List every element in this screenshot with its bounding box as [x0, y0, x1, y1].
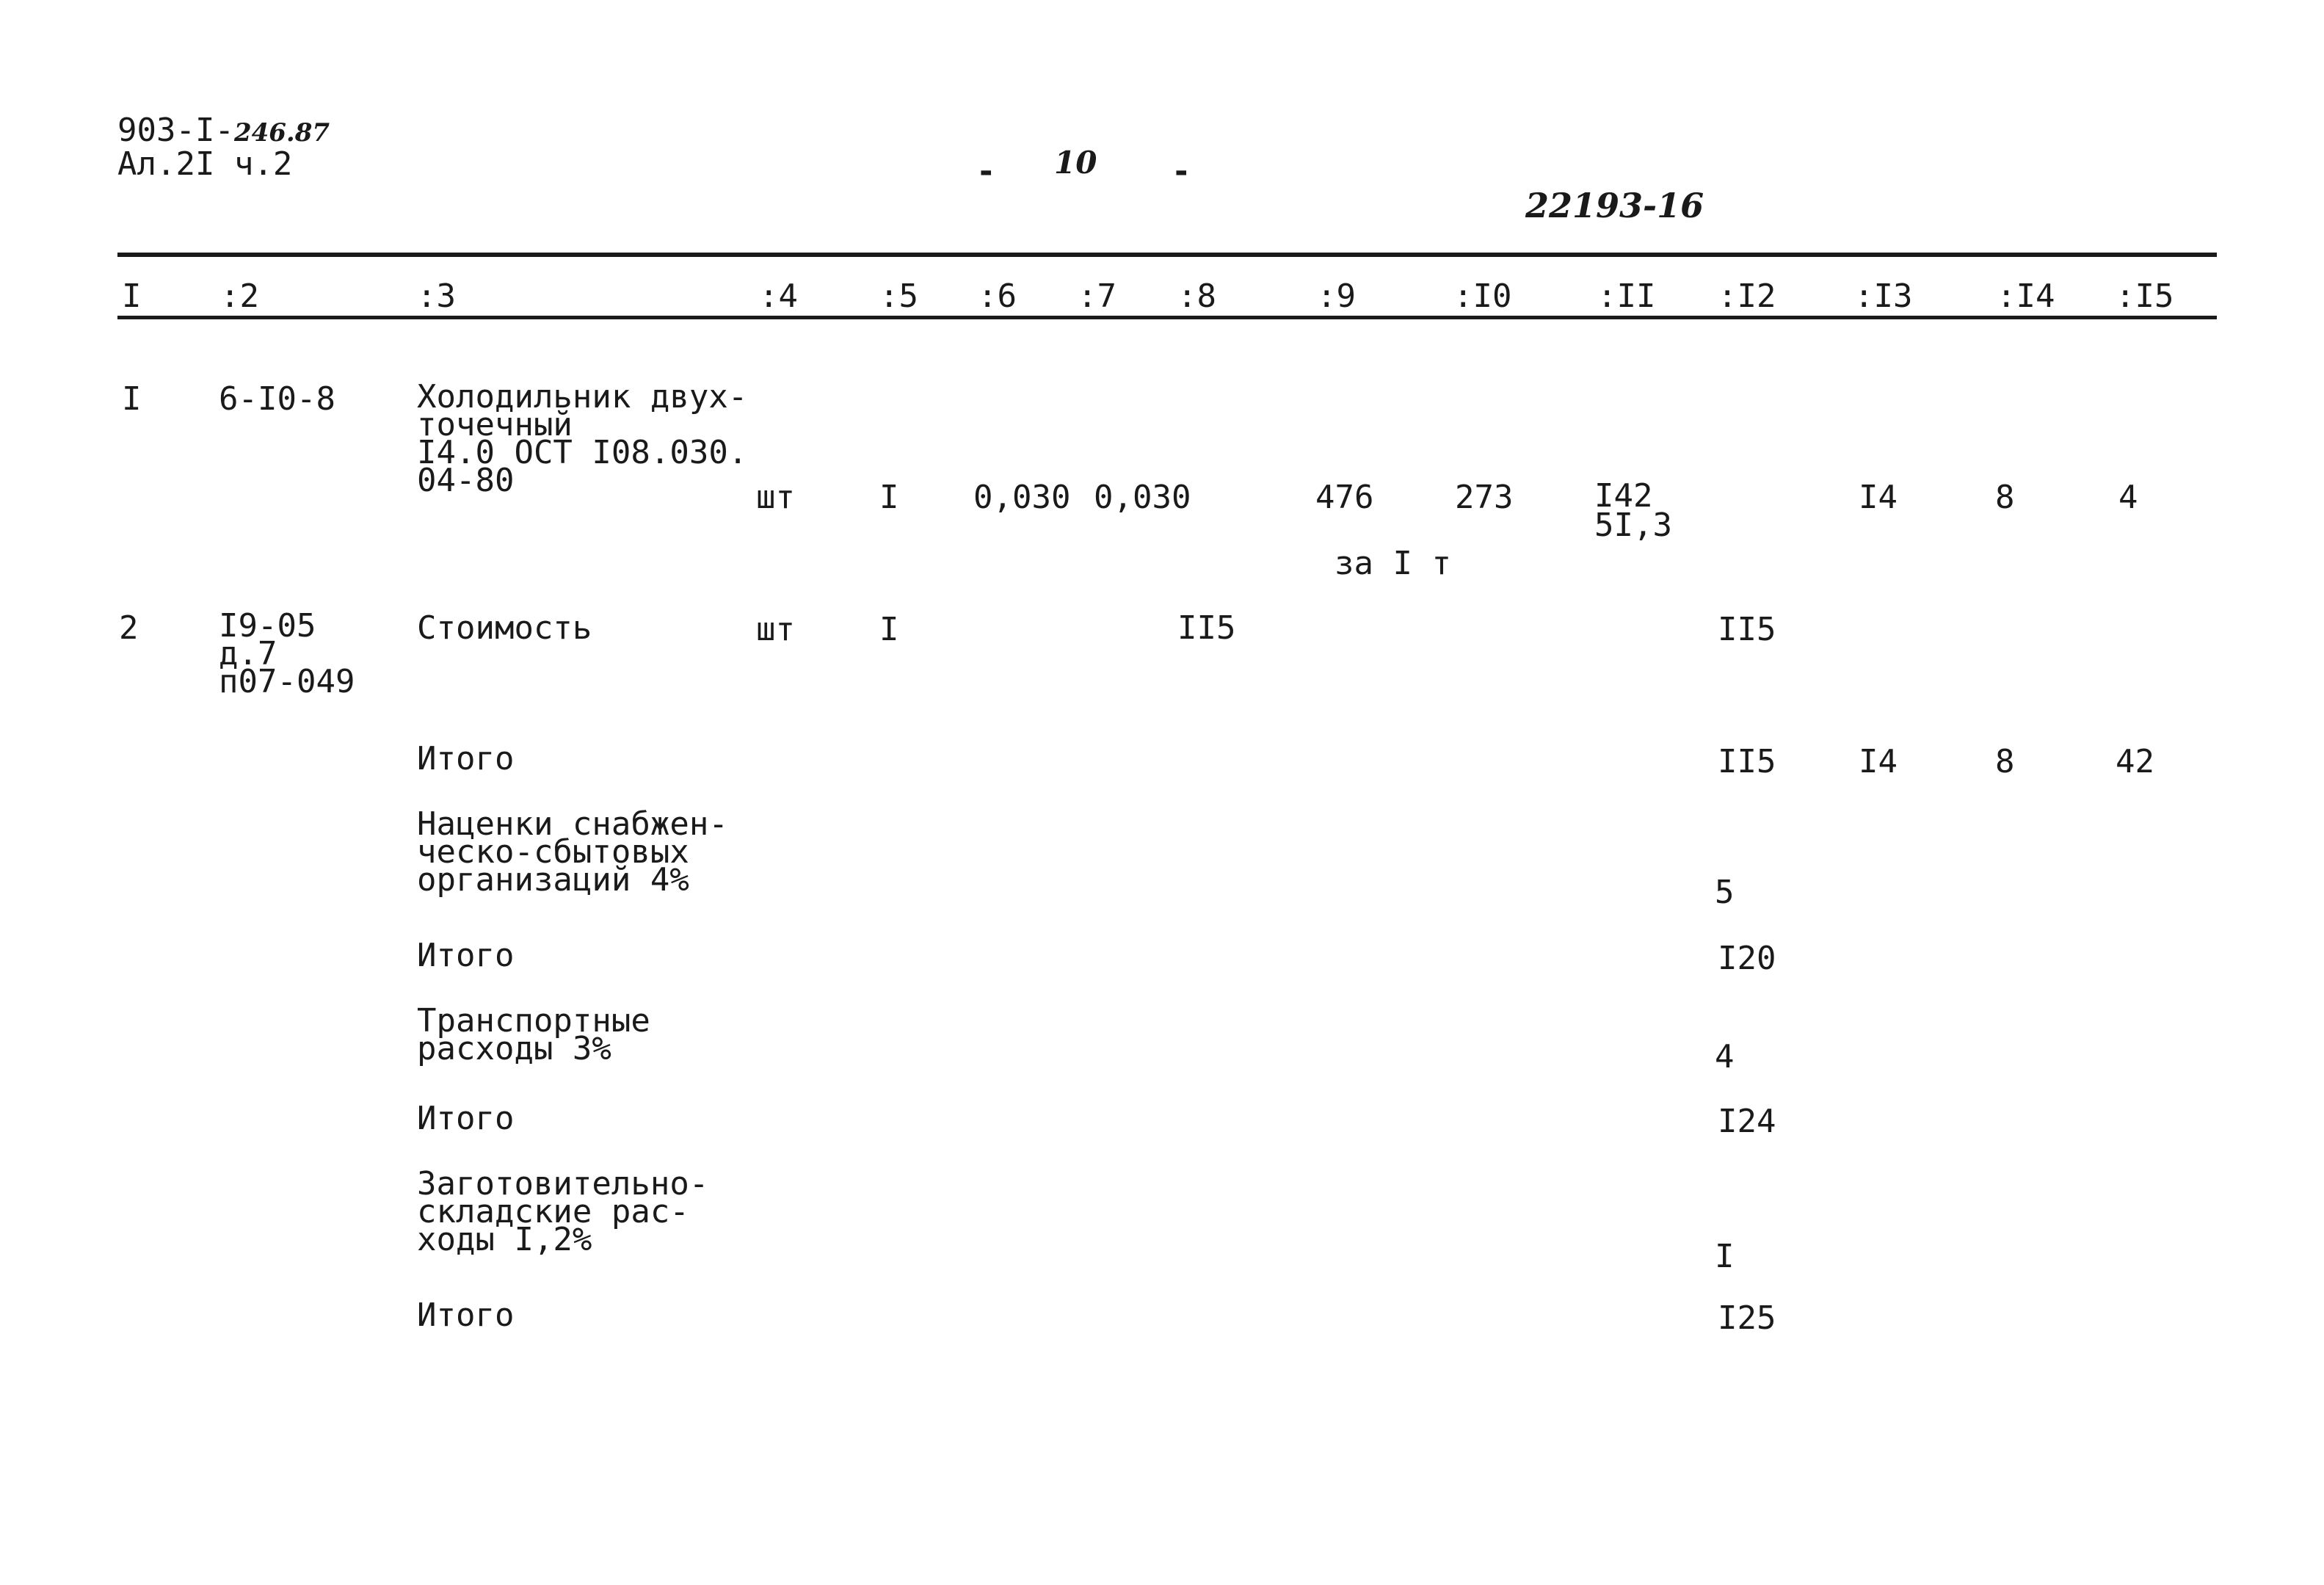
col-header-10: :I0 — [1453, 278, 1512, 315]
row-col7: 0,030 — [1094, 479, 1191, 516]
col-header-1: I — [122, 278, 142, 315]
document-number: 22193-16 — [1525, 186, 1704, 225]
row-name: Стоимость — [417, 609, 592, 647]
series-number-handwritten: 246.87 — [233, 118, 330, 148]
summary-col13: I4 — [1859, 743, 1898, 780]
col-header-9: :9 — [1317, 278, 1356, 315]
summary-col12: I24 — [1718, 1103, 1776, 1140]
col-header-4: :4 — [759, 278, 798, 315]
row-code: I9-05 д.7 п07-049 — [219, 607, 355, 700]
row-col11: I42 5I,3 — [1594, 477, 1672, 544]
row-number: I — [122, 380, 142, 418]
col-header-8: :8 — [1177, 278, 1216, 315]
row-qty: I — [879, 479, 899, 516]
row-col10: 273 — [1455, 479, 1514, 516]
page-number: 10 — [1054, 145, 1097, 181]
series-code — [117, 112, 330, 149]
col-header-3: :3 — [417, 278, 456, 315]
summary-label: Итого — [417, 1296, 515, 1334]
row-number: 2 — [119, 609, 139, 647]
summary-col12: II5 — [1718, 743, 1776, 780]
summary-col12: I — [1715, 1238, 1735, 1275]
summary-col12: I25 — [1718, 1299, 1776, 1337]
row-unit: шт — [756, 611, 795, 648]
col-header-6: :6 — [978, 278, 1017, 315]
page-dash-right: - — [1172, 153, 1191, 190]
table-top-rule — [117, 253, 2217, 257]
summary-label: Заготовительно- складские рас- ходы I,2% — [417, 1165, 709, 1258]
col-header-14: :I4 — [1997, 278, 2055, 315]
row-name: Холодильник двух- точечный I4.0 ОСТ I08.030. 04-80 — [417, 378, 748, 499]
row-col6: 0,030 — [973, 479, 1071, 516]
row-col13: I4 — [1859, 479, 1898, 516]
series-prefix: 903-I- — [117, 112, 234, 149]
table-header-underline — [117, 316, 2217, 319]
row-col9: 476 — [1315, 479, 1374, 516]
row-qty: I — [879, 611, 899, 648]
col-header-2: :2 — [220, 278, 259, 315]
row-unit: шт — [756, 479, 795, 516]
album-label: Ал.2I ч.2 — [117, 145, 293, 183]
summary-label: Итого — [417, 937, 515, 974]
row-col14: 8 — [1995, 479, 2015, 516]
summary-col14: 8 — [1995, 743, 2015, 780]
row-note: за I т — [1335, 545, 1451, 582]
summary-label: Транспортные расходы 3% — [417, 1002, 650, 1067]
summary-label: Итого — [417, 740, 515, 777]
col-header-11: :II — [1597, 278, 1656, 315]
row-col15: 4 — [2118, 479, 2138, 516]
summary-label: Наценки снабжен- ческо-сбытовых организаций 4% — [417, 805, 728, 899]
col-header-7: :7 — [1078, 278, 1116, 315]
col-header-13: :I3 — [1854, 278, 1913, 315]
summary-col12: I20 — [1718, 940, 1776, 977]
row-col8: II5 — [1177, 609, 1236, 647]
summary-col12: 4 — [1715, 1038, 1735, 1076]
row-code: 6-I0-8 — [219, 380, 335, 418]
summary-label: Итого — [417, 1100, 515, 1137]
summary-col15: 42 — [2116, 743, 2154, 780]
col-header-12: :I2 — [1718, 278, 1776, 315]
col-header-15: :I5 — [2116, 278, 2174, 315]
page-dash-left: - — [976, 153, 996, 190]
summary-col12: 5 — [1715, 874, 1735, 911]
row-col12: II5 — [1718, 611, 1776, 648]
col-header-5: :5 — [879, 278, 918, 315]
